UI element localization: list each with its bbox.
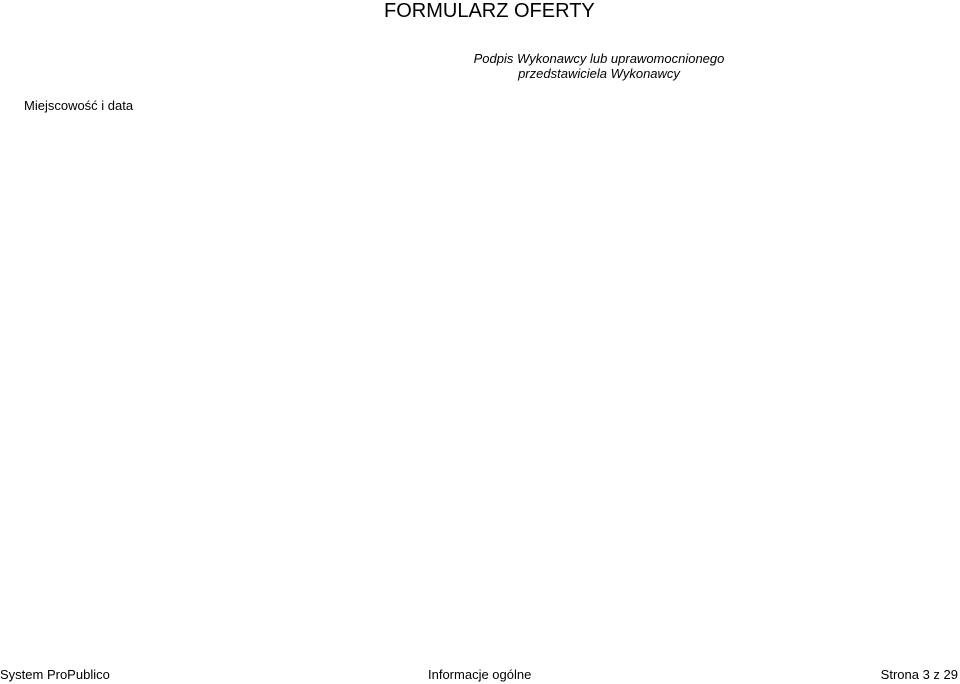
footer-system-name: System ProPublico — [0, 667, 110, 682]
signature-caption-line-2: przedstawiciela Wykonawcy — [518, 66, 680, 81]
footer-page-indicator: Strona 3 z 29 — [880, 667, 958, 682]
signature-caption — [468, 51, 730, 81]
signature-caption-line-1: Podpis Wykonawcy lub uprawomocnionego — [473, 51, 725, 66]
page-title: FORMULARZ OFERTY — [384, 0, 595, 22]
page-footer — [0, 667, 960, 684]
place-and-date-label: Miejscowość i data — [24, 98, 134, 113]
footer-section-name: Informacje ogólne — [428, 667, 532, 682]
